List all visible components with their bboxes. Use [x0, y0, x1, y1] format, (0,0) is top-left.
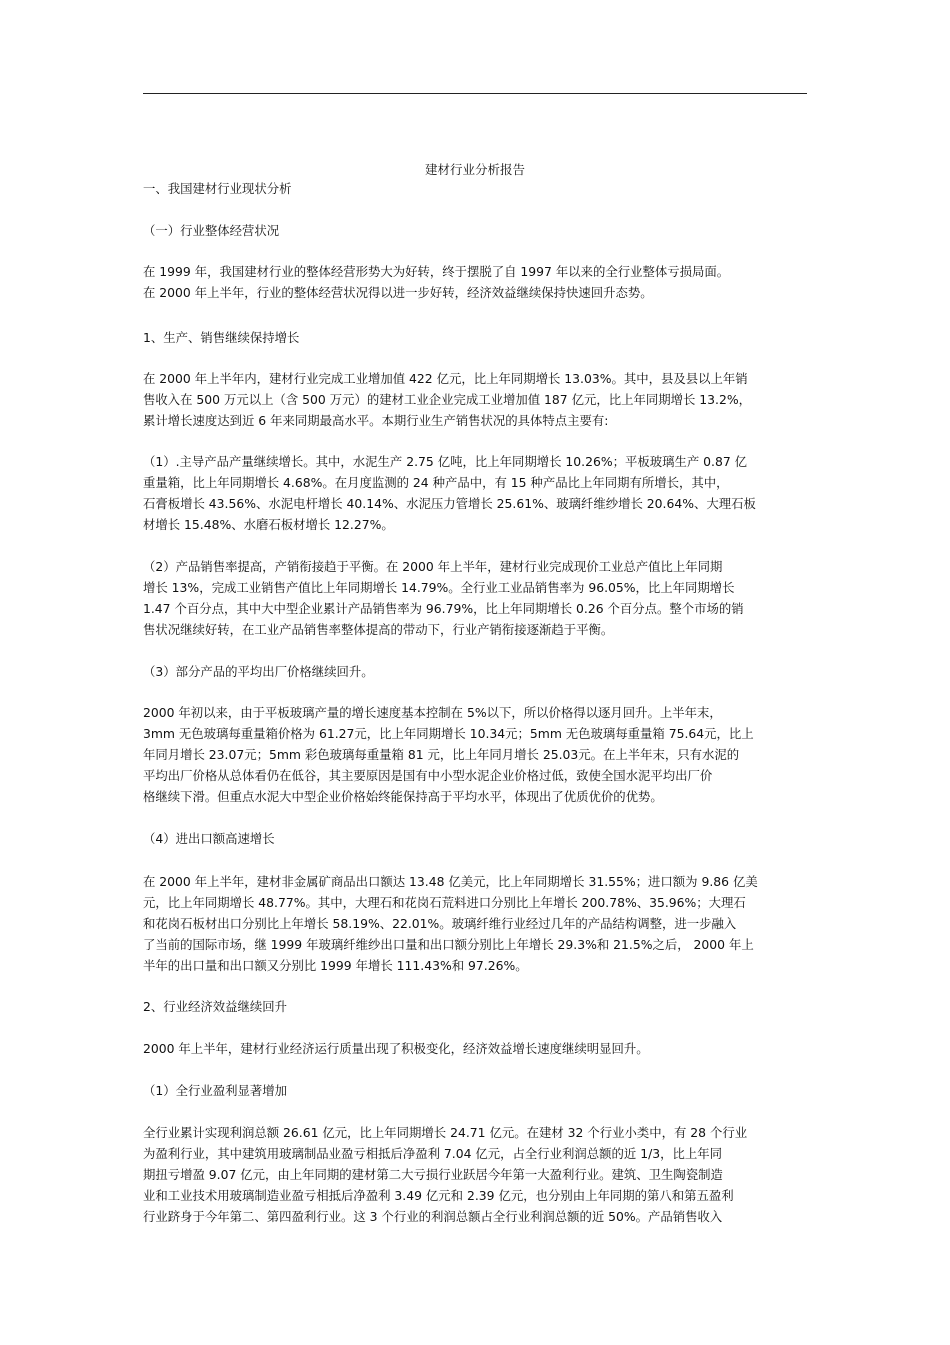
- paragraph: [143, 451, 813, 535]
- subsection-heading: （一）行业整体经营状况: [143, 223, 280, 238]
- paragraph: [143, 702, 813, 807]
- text-line: 元，比上年同期增长 48.77%。其中，大理石和花岗石荒料进口分别比上年增长 200.78%、35.96%；大理石: [143, 895, 746, 910]
- text-line: 在 2000 年上半年，行业的整体经营状况得以进一步好转，经济效益继续保持快速回升态势。: [143, 285, 653, 300]
- document-title: 建材行业分析报告: [424, 162, 525, 177]
- text-line: 业和工业技术用玻璃制造业盈亏相抵后净盈利 3.49 亿元和 2.39 亿元，也分别由上年同期的第八和第五盈利: [143, 1188, 734, 1203]
- text-line: 在 1999 年，我国建材行业的整体经营形势大为好转，终于摆脱了自 1997 年以来的全行业整体亏损局面。: [143, 264, 730, 279]
- text-line: 半年的出口量和出口额又分别比 1999 年增长 111.43%和 97.26%。: [143, 958, 528, 973]
- subsection-heading: （4）进出口额高速增长: [143, 831, 275, 846]
- text-line: （2）产品销售率提高，产销衔接趋于平衡。在 2000 年上半年，建材行业完成现价工业总产值比上年同期: [143, 559, 723, 574]
- paragraph: [143, 556, 813, 640]
- subsection-heading: （3）部分产品的平均出厂价格继续回升。: [143, 664, 374, 679]
- text-line: 全行业累计实现利润总额 26.61 亿元，比上年同期增长 24.71 亿元。在建材 32 个行业小类中，有 28 个行业: [143, 1125, 748, 1140]
- text-line: 期扭亏增盈 9.07 亿元，由上年同期的建材第二大亏损行业跃居今年第一大盈利行业。建筑、卫生陶瓷制造: [143, 1167, 723, 1182]
- text-line: 在 2000 年上半年内，建材行业完成工业增加值 422 亿元，比上年同期增长 13.03%。其中，县及县以上年销: [143, 371, 748, 386]
- text-line: 1.47 个百分点，其中大中型企业累计产品销售率为 96.79%，比上年同期增长 0.26 个百分点。整个市场的销: [143, 601, 744, 616]
- paragraph: [143, 1122, 813, 1227]
- text-line: （1）.主导产品产量继续增长。其中，水泥生产 2.75 亿吨，比上年同期增长 10.26%；平板玻璃生产 0.87 亿: [143, 454, 748, 469]
- section-heading-1-2: 2、行业经济效益继续回升: [143, 999, 287, 1014]
- text-line: 行业跻身于今年第二、第四盈利行业。这 3 个行业的利润总额占全行业利润总额的近 50%。产品销售收入: [143, 1209, 723, 1224]
- text-line: 3mm 无色玻璃每重量箱价格为 61.27元，比上年同期增长 10.34元；5mm 无色玻璃每重量箱 75.64元，比上: [143, 726, 754, 741]
- text-line: 年同月增长 23.07元；5mm 彩色玻璃每重量箱 81 元，比上年同月增长 25.03元。在上半年末，只有水泥的: [143, 747, 740, 762]
- text-line: 售收入在 500 万元以上（含 500 万元）的建材工业企业完成工业增加值 187 亿元，比上年同期增长 13.2%，: [143, 392, 751, 407]
- paragraph: [143, 261, 813, 303]
- text-line: 售状况继续好转，在工业产品销售率整体提高的带动下，行业产销衔接逐渐趋于平衡。: [143, 622, 614, 637]
- text-line: 平均出厂价格从总体看仍在低谷，其主要原因是国有中小型水泥企业价格过低，致使全国水泥平均出厂价: [143, 768, 713, 783]
- section-heading-1: 一、我国建材行业现状分析: [143, 181, 292, 196]
- header-rule: [143, 93, 807, 94]
- text-line: 2000 年初以来，由于平板玻璃产量的增长速度基本控制在 5%以下，所以价格得以逐月回升。上半年末，: [143, 705, 722, 720]
- text-line: 了当前的国际市场，继 1999 年玻璃纤维纱出口量和出口额分别比上年增长 29.3%和 21.5%之后， 2000 年上: [143, 937, 754, 952]
- text-line: 为盈利行业，其中建筑用玻璃制品业盈亏相抵后净盈利 7.04 亿元，占全行业利润总额的近 1/3，比上年同: [143, 1146, 723, 1161]
- paragraph: [143, 871, 813, 976]
- text-line: 在 2000 年上半年，建材非金属矿商品出口额达 13.48 亿美元，比上年同期增长 31.55%；进口额为 9.86 亿美: [143, 874, 758, 889]
- subsection-heading: （1）全行业盈利显著增加: [143, 1083, 287, 1098]
- text-line: 格继续下滑。但重点水泥大中型企业价格始终能保持高于平均水平，体现出了优质优价的优势。: [143, 789, 663, 804]
- section-heading-1-1: 1、生产、销售继续保持增长: [143, 330, 300, 345]
- text-line: 2000 年上半年，建材行业经济运行质量出现了积极变化，经济效益增长速度继续明显回升。: [143, 1041, 649, 1056]
- text-line: 材增长 15.48%、水磨石板材增长 12.27%。: [143, 517, 394, 532]
- paragraph: [143, 368, 813, 431]
- text-line: 石膏板增长 43.56%、水泥电杆增长 40.14%、水泥压力管增长 25.61%、玻璃纤维纱增长 20.64%、大理石板: [143, 496, 756, 511]
- text-line: 累计增长速度达到近 6 年来同期最高水平。本期行业生产销售状况的具体特点主要有:: [143, 413, 609, 428]
- text-line: 和花岗石板材出口分别比上年增长 58.19%、22.01%。玻璃纤维行业经过几年的产品结构调整，进一步融入: [143, 916, 737, 931]
- paragraph: [143, 1038, 813, 1059]
- text-line: 增长 13%，完成工业销售产值比上年同期增长 14.79%。全行业工业品销售率为 96.05%，比上年同期增长: [143, 580, 735, 595]
- text-line: 重量箱，比上年同期增长 4.68%。在月度监测的 24 种产品中，有 15 种产品比上年同期有所增长，其中，: [143, 475, 729, 490]
